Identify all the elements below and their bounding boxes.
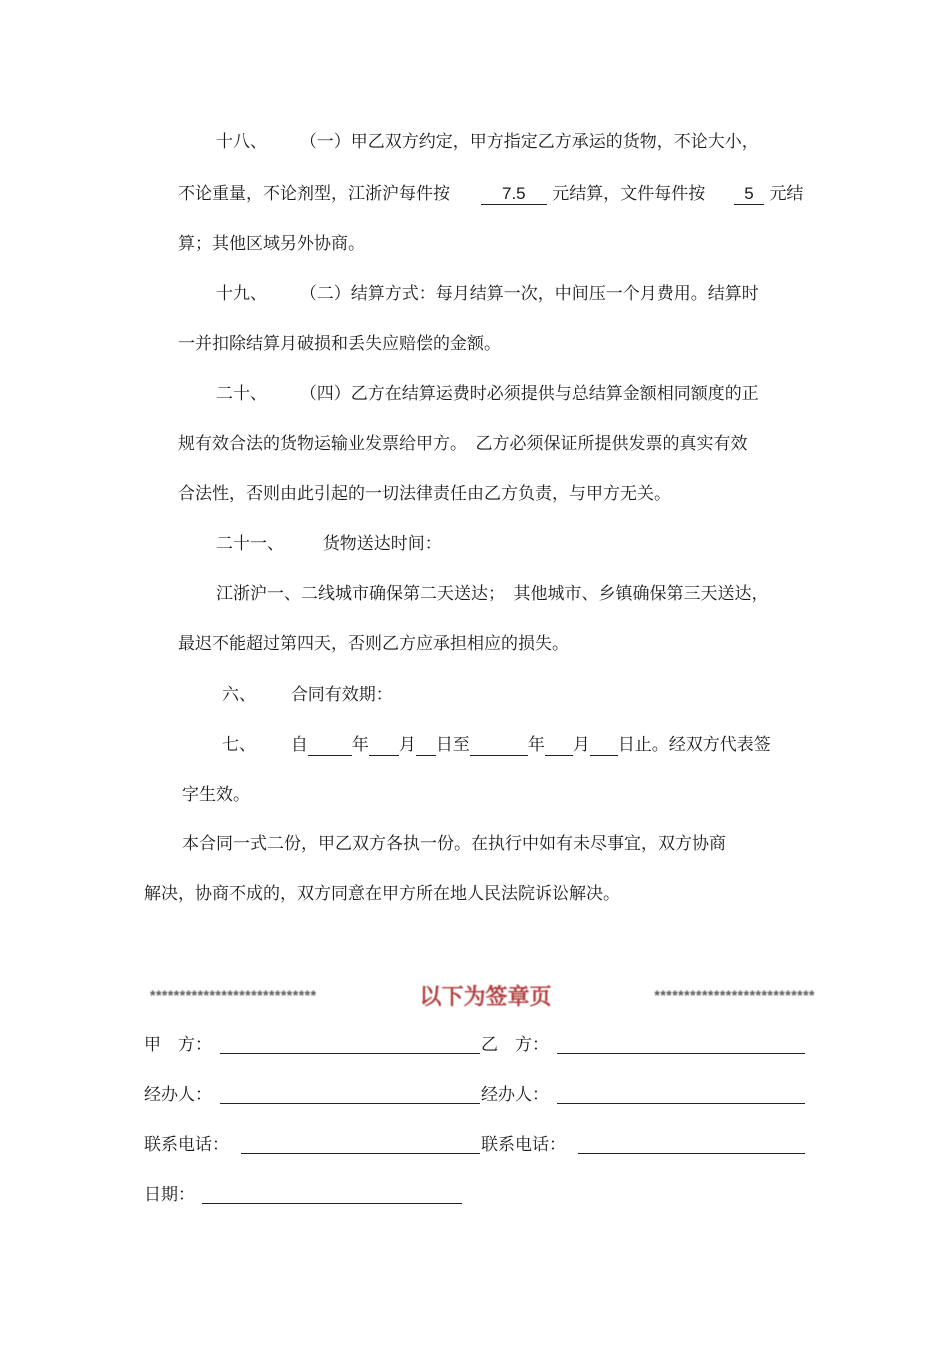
clause-text: （四）乙方在结算运费时必须提供与总结算金额相同额度的正 [299,384,759,404]
phone-b-line [578,1153,805,1154]
clause-text: 合同有效期： [290,685,393,705]
clause-21-line-1 [216,533,442,555]
clause-number: 二十一、 [216,534,284,554]
banner-title: 以下为签章页 [419,983,552,1009]
clause-text: 月 [572,735,590,755]
clause-20-line-2: 规有效合法的货物运输业发票给甲方。 乙方必须保证所提供发票的真实有效 [178,434,748,454]
party-b-label: 乙 方： [481,1035,549,1055]
clause-number: 十九、 [216,284,267,304]
clause-text: （一）甲乙双方约定，甲方指定乙方承运的货物，不论大小， [299,132,759,152]
phone-a-label: 联系电话： [144,1135,229,1155]
phone-a-line [241,1153,480,1154]
banner-stars-right: *************************** [654,987,815,1003]
clause-number: 六、 [222,685,256,705]
phone-b-label: 联系电话： [481,1135,566,1155]
agent-a-signature-line [220,1103,480,1104]
clause-text: 日止。经双方代表签 [617,735,771,755]
clause-18-line-3: 算；其他区域另外协商。 [178,234,365,254]
clause-text: 货物送达时间： [322,534,442,554]
end-year-blank [470,735,528,756]
start-month-blank [369,735,399,756]
clause-19-line-1 [216,283,759,305]
party-a-signature-line [220,1053,480,1054]
clause-21-line-2: 江浙沪一、二线城市确保第二天送达； 其他城市、乡镇确保第三天送达， [216,584,769,604]
clause-number: 七、 [222,735,256,755]
agent-a-label: 经办人： [144,1085,212,1105]
clause-21-line-3: 最迟不能超过第四天，否则乙方应承担相应的损失。 [178,634,569,654]
clause-7-line-1 [222,734,771,756]
end-day-blank [590,735,618,756]
agent-b-signature-line [557,1103,805,1104]
price-per-document-field: 5 [734,184,764,205]
clause-text: 年 [527,735,545,755]
clause-text: 元结算，文件每件按 [552,184,706,204]
party-a-label: 甲 方： [144,1035,212,1055]
clause-6 [222,684,393,706]
start-year-blank [308,735,352,756]
date-line [202,1203,462,1204]
clause-text: 年 [351,735,369,755]
clause-20-line-1 [216,383,759,405]
banner-stars-left: **************************** [150,987,317,1003]
clause-19-line-2: 一并扣除结算月破损和丢失应赔偿的金额。 [178,334,501,354]
clause-18-line-1 [216,131,759,153]
clause-20-line-3: 合法性，否则由此引起的一切法律责任由乙方负责，与甲方无关。 [178,484,671,504]
clause-text: 日至 [435,735,470,755]
party-b-signature-line [557,1053,805,1054]
final-paragraph-line-2: 解决，协商不成的，双方同意在甲方所在地人民法院诉讼解决。 [144,884,620,904]
clause-7-line-2: 字生效。 [182,785,250,805]
signature-page-banner [150,978,815,1012]
price-per-item-field: 7.5 [481,184,547,205]
clause-text: 自 [290,735,308,755]
clause-text: 不论重量，不论剂型，江浙沪每件按 [178,184,450,204]
clause-18-line-2 [178,183,803,205]
clause-number: 十八、 [216,132,267,152]
clause-number: 二十、 [216,384,267,404]
end-month-blank [545,735,573,756]
clause-text: 月 [398,735,416,755]
start-day-blank [416,735,436,756]
clause-text: 元结 [769,184,804,204]
agent-b-label: 经办人： [481,1085,549,1105]
final-paragraph-line-1: 本合同一式二份，甲乙双方各执一份。在执行中如有未尽事宜，双方协商 [182,834,726,854]
date-label: 日期： [144,1185,195,1205]
clause-text: （二）结算方式：每月结算一次，中间压一个月费用。结算时 [299,284,759,304]
